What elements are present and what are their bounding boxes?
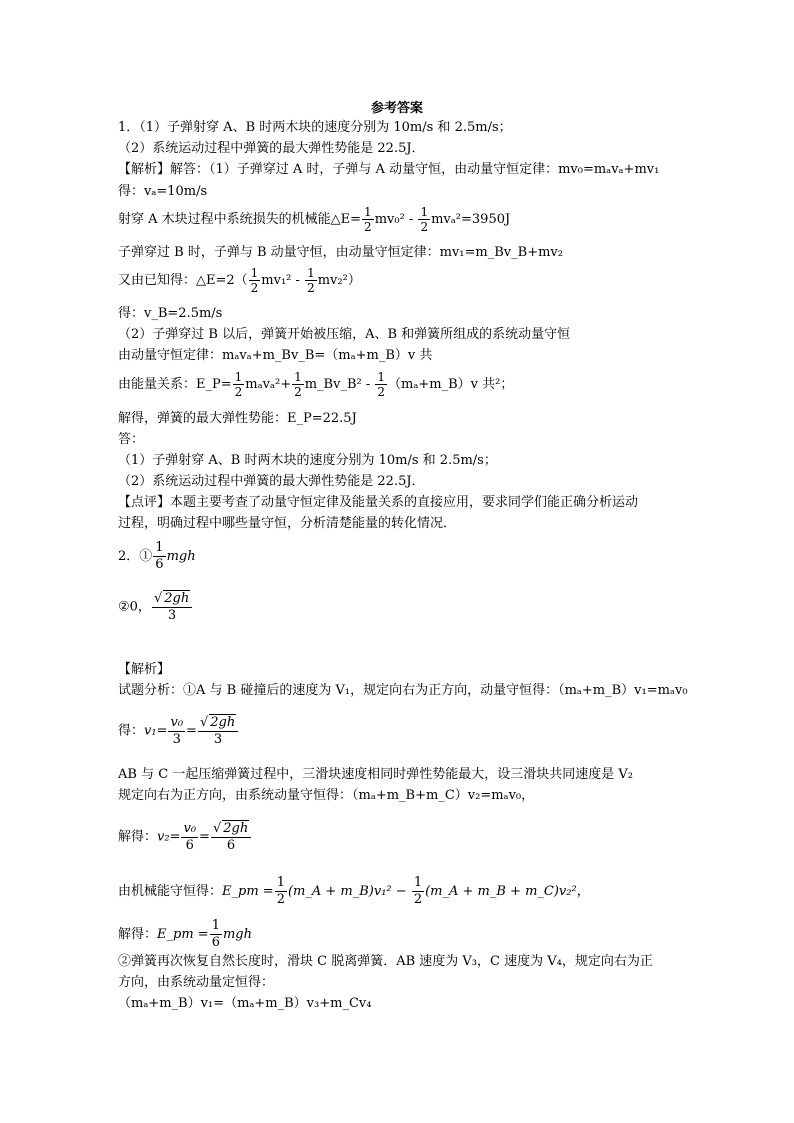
energy-loss-term2: mvₐ²=3950J	[431, 212, 511, 227]
q1-answer-1: 1．（1）子弹射穿 A、B 时两木块的速度分别为 10m/s 和 2.5m/s；	[118, 120, 512, 135]
fraction-half: $\frac{1}{2}$	[234, 370, 243, 399]
energy-loss-prefix: 射穿 A 木块过程中系统损失的机械能△E=	[118, 212, 362, 227]
fraction-half: $\frac{1}{2}$	[420, 205, 429, 234]
page-title: 参考答案	[370, 101, 423, 116]
q2-analysis-3: 规定向右为正方向，由系统动量守恒得：（mₐ+m_B+m_C）v₂=mₐv₀，	[118, 788, 535, 803]
q1-analysis-1: 【解析】解答：（1）子弹穿过 A 时，子弹与 A 动量守恒，由动量守恒定律：mv₀=mₐvₐ+mv₁	[118, 162, 660, 177]
q2-analysis-1: 试题分析：①A 与 B 碰撞后的速度为 V₁，规定向右为正方向，动量守恒得：（mₐ+m_B）v₁=mₐv₀	[118, 683, 688, 698]
q2-analysis-6: （mₐ+m_B）v₁=（mₐ+m_B）v₃+m_Cv₄	[118, 996, 372, 1011]
q1-solve: 解得，弹簧的最大弹性势能：E_P=22.5J	[118, 411, 357, 426]
q1-comment-1: 【点评】本题主要考查了动量守恒定律及能量关系的直接应用，要求同学们能正确分析运动	[118, 495, 639, 510]
q2-analysis-head: 【解析】	[118, 662, 171, 677]
fraction-half: $\frac{1}{2}$	[377, 370, 386, 399]
q2-answer-line: 2．① $\frac{1}{6}$ mgh	[118, 540, 196, 572]
q1-through-b: 子弹穿过 B 时，子弹与 B 动量守恒，由动量守恒定律：mv₁=m_Bv_B+mv₂	[118, 245, 563, 260]
q1-energy-relation-line: 由能量关系：E_P= $\frac{1}{2}$ mₐvₐ²+ $\frac{1}{2}$ m_Bv_B² - $\frac{1}{2}$ （mₐ+m_B）v 共²；	[118, 370, 514, 399]
q2-second-answer: ②0， $\frac{√ 2gh}{3}$	[118, 590, 193, 624]
q2-eq4: 解得：E_pm = $\frac{1}{6}$ mgh	[118, 918, 252, 950]
q2-analysis-5: 方向，由系统动量定恒得：	[118, 975, 275, 990]
q1-part2-1: （2）子弹穿过 B 以后，弹簧开始被压缩，A、B 和弹簧所组成的系统动量守恒	[118, 327, 571, 342]
energy-loss-term1: mv₀²	[374, 212, 405, 227]
fraction-one-sixth: $\frac{1}{6}$	[155, 540, 164, 572]
fraction-half: $\frac{1}{2}$	[364, 205, 372, 234]
q1-known-line: 又由已知得：△E=2（ $\frac{1}{2}$ mv₁² - $\frac{1}{2}$ mv₂²）	[118, 266, 361, 295]
q1-result-va: 得：vₐ=10m/s	[118, 184, 208, 199]
fraction-half: $\frac{1}{2}$	[294, 370, 302, 399]
q1-answer-label: 答：	[118, 432, 145, 447]
q2-eq3: 由机械能守恒得：E_pm = $\frac{1}{2}$ (m_A + m_B)v₁² − $\frac{1}{2}$ (m_A + m_B + m_C)v₂²，	[118, 875, 590, 907]
fraction-half: $\frac{1}{2}$	[307, 266, 315, 295]
q1-part2-2: 由动量守恒定律：mₐvₐ+m_Bv_B=（mₐ+m_B）v 共	[118, 348, 433, 363]
q1-final-answer-1: （1）子弹射穿 A、B 时两木块的速度分别为 10m/s 和 2.5m/s；	[118, 453, 497, 468]
q1-answer-2: （2）系统运动过程中弹簧的最大弹性势能是 22.5J．	[118, 141, 425, 156]
q1-final-answer-2: （2）系统运动过程中弹簧的最大弹性势能是 22.5J．	[118, 474, 425, 489]
q2-analysis-2: AB 与 C 一起压缩弹簧过程中，三滑块速度相同时弹性势能最大，设三滑块共同速度是 V₂	[118, 767, 634, 782]
q1-result-vb: 得：v_B=2.5m/s	[118, 306, 223, 321]
q1-comment-2: 过程，明确过程中哪些量守恒，分析清楚能量的转化情况．	[118, 516, 457, 531]
q2-analysis-4: ②弹簧再次恢复自然长度时，滑块 C 脱离弹簧．AB 速度为 V₃，C 速度为 V₄，规定向右为正	[118, 954, 653, 969]
fraction-half: $\frac{1}{2}$	[250, 266, 259, 295]
q1-energy-loss-line: 射穿 A 木块过程中系统损失的机械能△E= $\frac{1}{2}$ mv₀² - $\frac{1}{2}$ mvₐ²=3950J	[118, 205, 511, 234]
fraction-sqrt-2gh-over-3: $\frac{√ 2gh}{3}$	[152, 590, 192, 624]
q2-eq1: 得：v₁= $\frac{\text{v₀}}{3}$ = $\frac{√ 2gh}{3}$	[118, 714, 239, 748]
q2-eq2: 解得：v₂= $\frac{\text{v₀}}{6}$ = $\frac{√ 2gh}{6}$	[118, 820, 252, 854]
